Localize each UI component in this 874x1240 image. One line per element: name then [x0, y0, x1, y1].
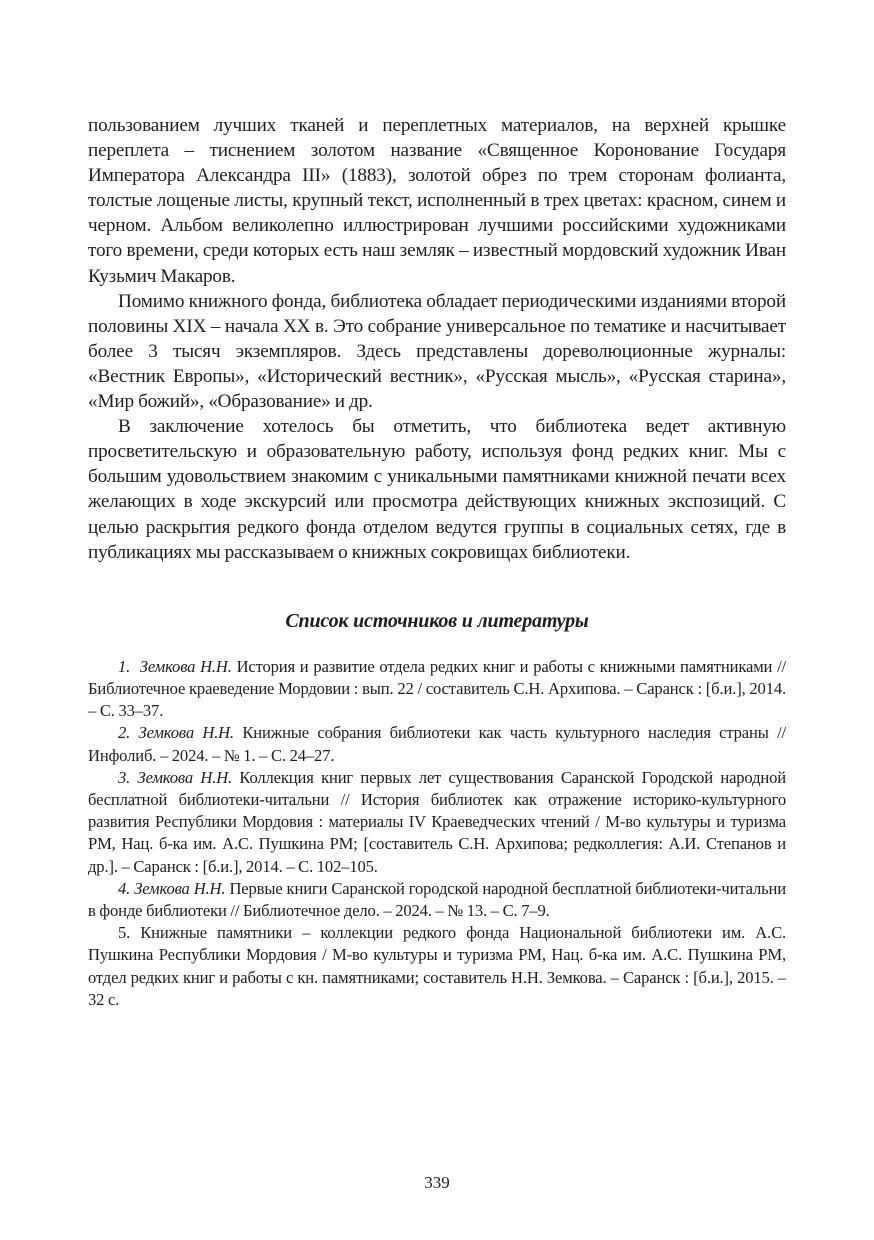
reference-text: Коллекция книг первых лет существования Саранской Городской народной бесплатной библиотеки-читальни // История библиотек как отражение историко-культурного развития Республики Мордовия : материалы IV Краеведческих чтений / М-во культуры и туризма РМ, Нац. б-ка им. А.С. Пушкина РМ; [составитель С.Н. Архипова; редколлегия: А.И. Степанов и др.]. – Саранск : [б.и.], 2014. – С. 102–105. — [88, 767, 786, 876]
reference-author: Земкова Н.Н. — [137, 767, 233, 787]
paragraph-periodicals: Помимо книжного фонда, библиотека обладает периодическими изданиями второй половины XIX – начала XX в. Это собрание универсальное по тематике и насчитывает более 3 тысяч экземпляров. Здесь представлены дореволюционные журналы: «Вестник Европы», «Исторический вестник», «Русская мысль», «Русская старина», «Мир божий», «Образование» и др. — [88, 290, 786, 413]
paragraph-conclusion: В заключение хотелось бы отметить, что библиотека ведет активную просветительскую и образовательную работу, используя фонд редких книг. Мы с большим удовольствием знакомим с уникальными памятниками книжной печати всех желающих в ходе экскурсий или просмотра действующих книжных экспозиций. С целью раскрытия редкого фонда отделом ведутся группы в социальных сетях, где в публикациях мы рассказываем о книжных сокровищах библиотеки. — [88, 416, 786, 563]
reference-number: 1. — [118, 656, 131, 676]
page-content — [88, 113, 786, 1011]
reference-item — [88, 722, 786, 766]
reference-number: 2. — [118, 723, 131, 743]
references-list — [88, 656, 786, 1011]
reference-number: 4. — [118, 878, 131, 898]
reference-item — [88, 656, 786, 723]
reference-text: История и развитие отдела редких книг и работы с книжными памятниками // Библиотечное краеведение Мордовии : вып. 22 / составитель С.Н. Архипова. – Саранск : [б.и.], 2014. – С. 33–37. — [88, 656, 787, 721]
reference-author: Земкова Н.Н. — [138, 723, 235, 743]
reference-text: Первые книги Саранской городской народной бесплатной библиотеки-читальни в фонде библиотеки // Библиотечное дело. – 2024. – № 13. – С. 7–9. — [88, 878, 787, 920]
paragraph-continued: пользованием лучших тканей и переплетных материалов, на верхней крышке переплета – тиснением золотом название «Священное Коронование Государя Императора Александра III» (1883), золотой обрез по трем сторонам фолианта, толстые лощеные листы, крупный текст, исполненный в трех цветах: красном, синем и черном. Альбом великолепно иллюстрирован лучшими российскими художниками того времени, среди которых есть наш земляк – известный мордовский художник Иван Кузьмич Макаров. — [88, 115, 786, 287]
reference-text: Книжные собрания библиотеки как часть культурного наследия страны // Инфолиб. – 2024. – № 1. – С. 24–27. — [88, 723, 787, 765]
reference-number: 3. — [118, 767, 131, 787]
reference-number: 5. — [118, 923, 131, 943]
reference-author: Земкова Н.Н. — [139, 656, 232, 676]
reference-text: Книжные памятники – коллекции редкого фонда Национальной библиотеки им. А.С. Пушкина Республики Мордовия / М-во культуры и туризма РМ, Нац. б-ка им. А.С. Пушкина РМ, отдел редких книг и работы с кн. памятниками; составитель Н.Н. Земкова. – Саранск : [б.и.], 2015. – 32 с. — [88, 923, 786, 1009]
page-number: 339 — [424, 1173, 450, 1192]
reference-item — [88, 922, 786, 1011]
body-text — [88, 113, 786, 565]
reference-item — [88, 767, 786, 878]
reference-author: Земкова Н.Н. — [134, 878, 226, 898]
references-heading: Список источников и литературы — [285, 609, 589, 632]
reference-item — [88, 878, 786, 922]
